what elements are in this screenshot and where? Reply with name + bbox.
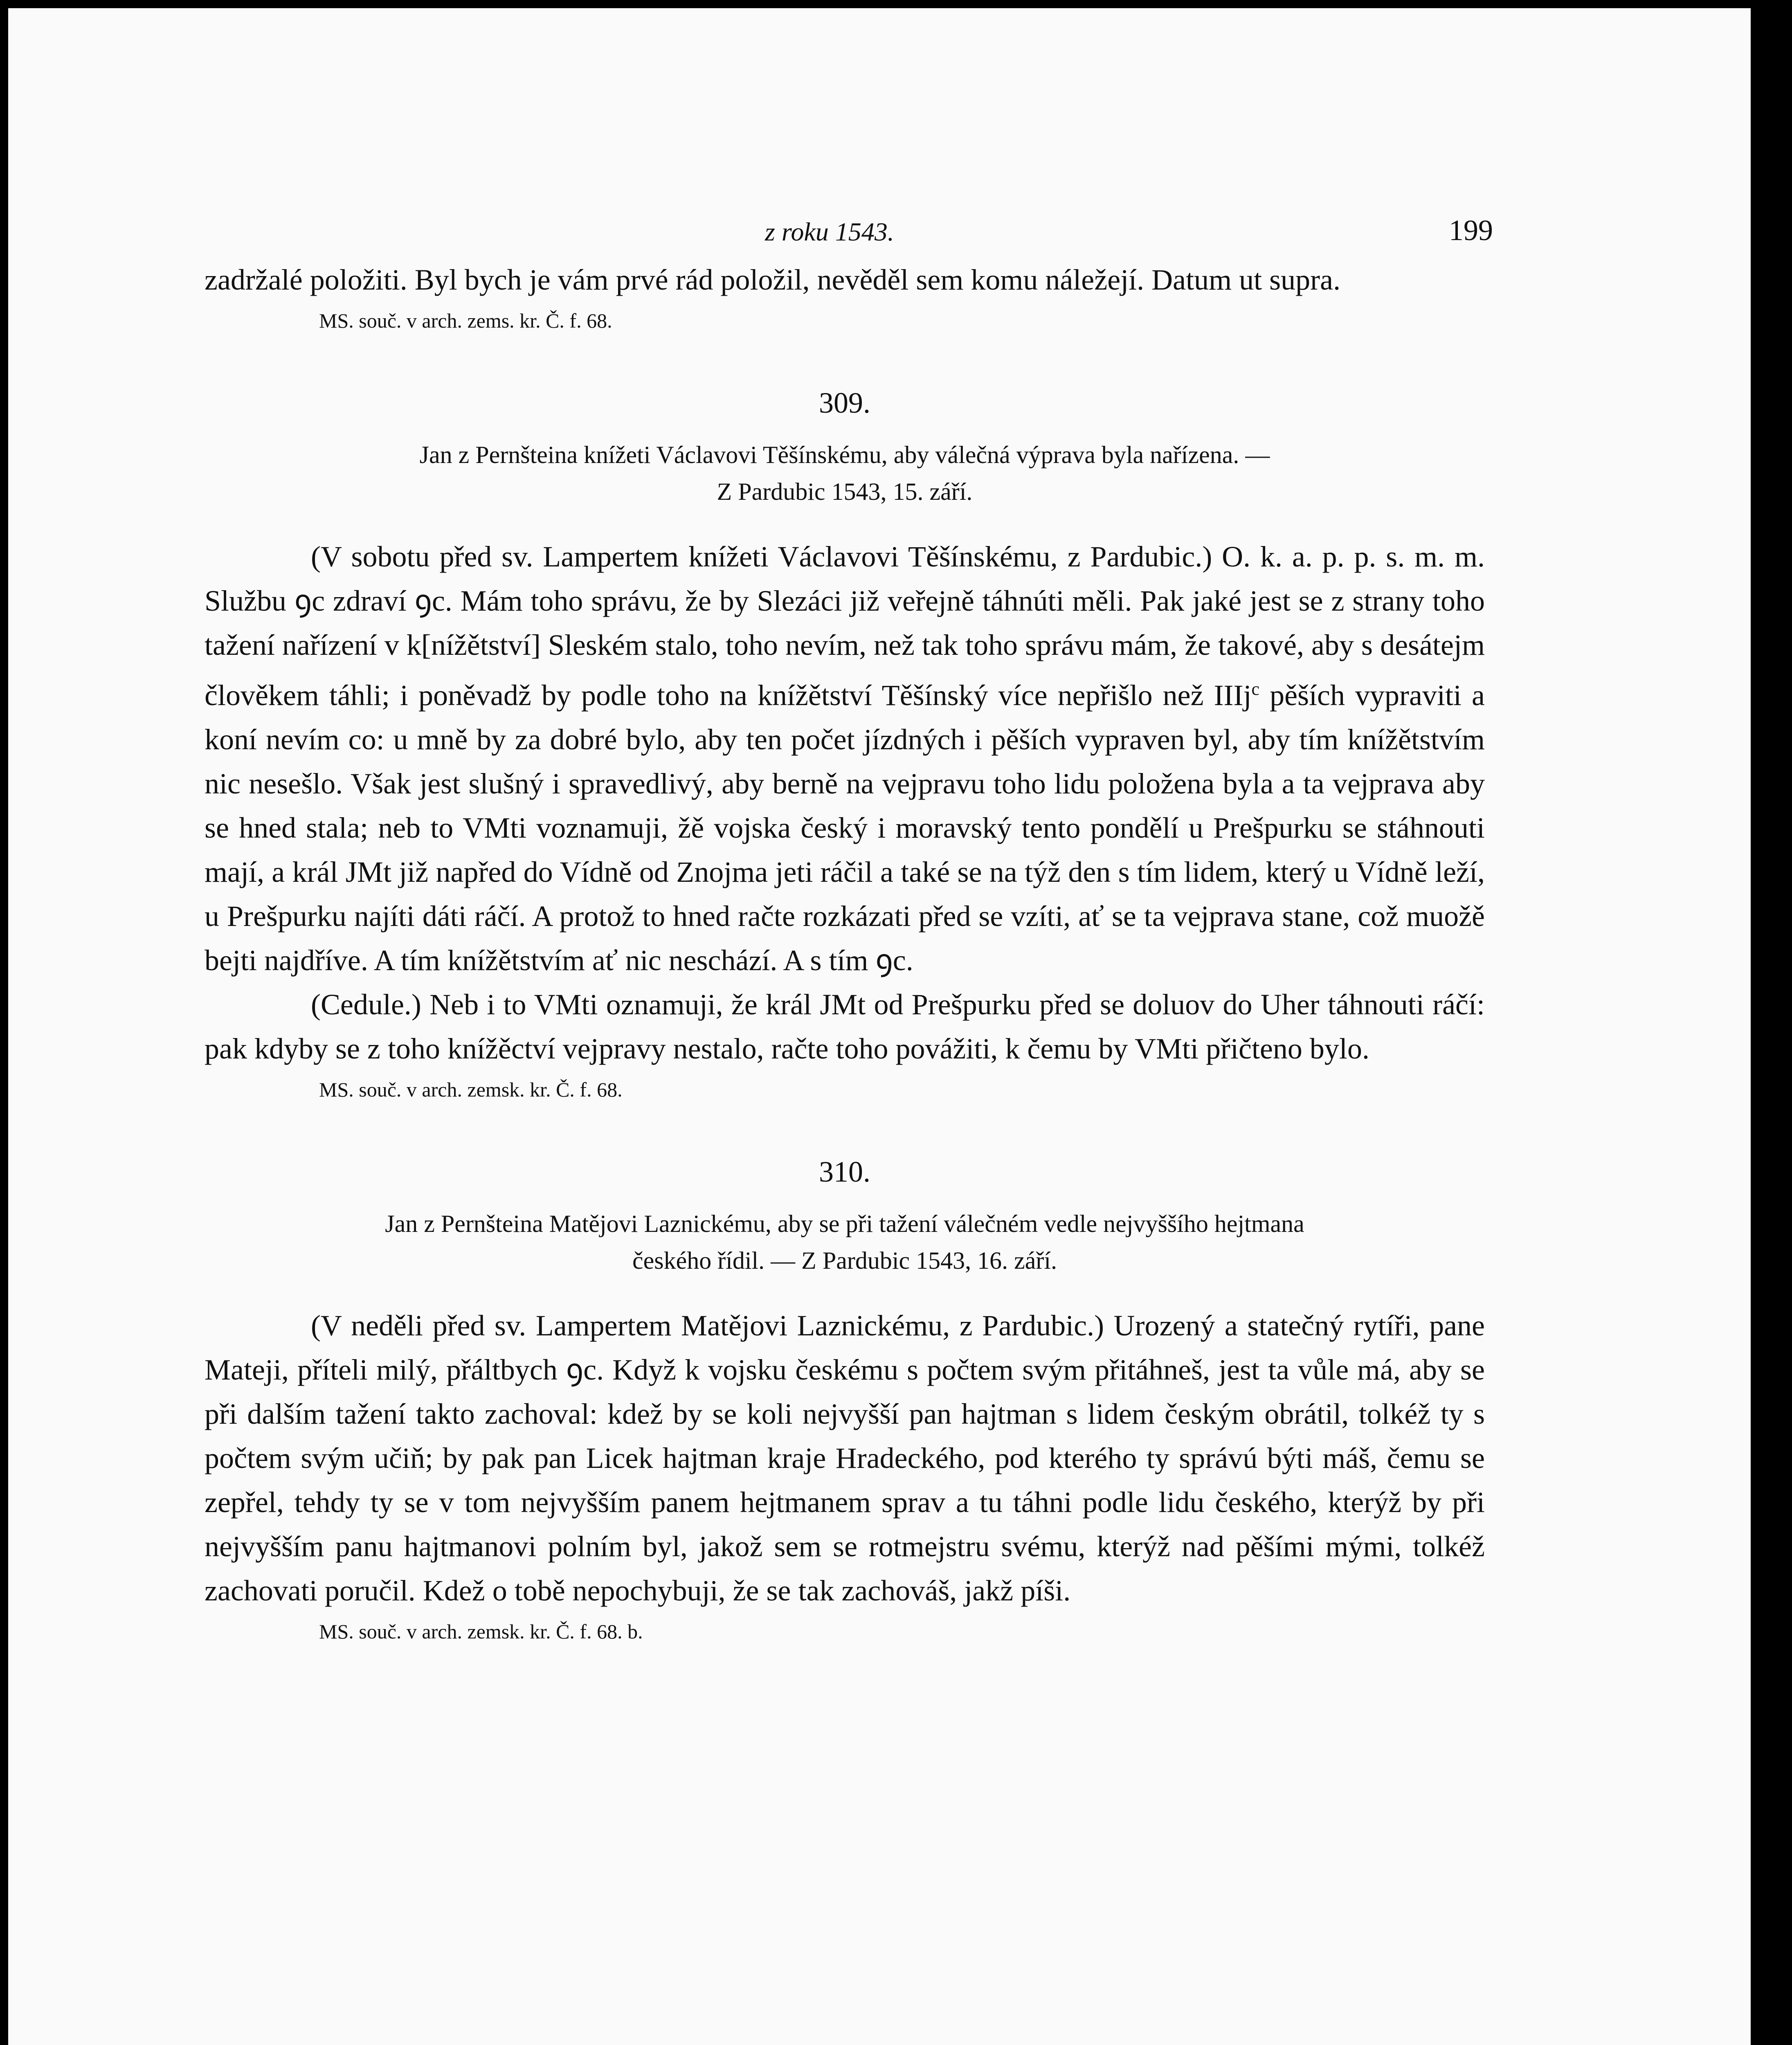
letter-place-date-310: českého řídil. — Z Pardubic 1543, 16. září. (632, 1247, 1057, 1274)
document-page (8, 8, 1751, 2045)
letter-309-postscript: (Cedule.) Neb i to VMti oznamuji, že král JMt od Prešpurku před se doluov do Uher táhnouti ráčí: pak kdyby se z toho knížěctví vejpravy nestalo, račte toho povážiti, k čemu by VMti přičteno bylo. (205, 988, 1485, 1065)
letter-309-source-citation: MS. souč. v arch. zemsk. kr. Č. f. 68. (319, 1078, 623, 1101)
letter-309-paragraph-1 (205, 535, 1485, 982)
page-content (205, 204, 1493, 1648)
letter-heading-309 (205, 436, 1485, 510)
page-number: 199 (1449, 214, 1493, 247)
letter-summary-309: Jan z Pernšteina knížeti Václavovi Těšínskému, aby válečná výprava byla nařízena. — (419, 441, 1270, 468)
running-title: z roku 1543. (765, 217, 894, 246)
letter-309-paragraph-1-text: (V sobotu před sv. Lampertem knížeti Václavovi Těšínskému, z Pardubic.) O. k. a. p. p. s. m. m. Službu ꝯc zdraví ꝯc. Mám toho správu, že by Slezáci již veřejně táhnúti měli. Pak jaké jest se z strany toho tažení nařízení v k[nížětství] Sleském stalo, toho nevím, než tak toho správu mám, že takové, aby s desátejm člověkem táhli; i poněvadž by podle toho na knížětství Těšínský více nepřišlo než IIIj (205, 540, 1485, 712)
letter-number-310: 310. (819, 1155, 870, 1188)
page-header (205, 204, 1493, 258)
intro-source-citation: MS. souč. v arch. zems. kr. Č. f. 68. (319, 309, 612, 332)
letter-309-paragraph-1-cont: pěších vypraviti a koní nevím co: u mně by za dobré bylo, aby ten počet jízdných i pěších vypraven byl, aby tím knížětstvím nic nesešlo. Však jest slušný i spravedlivý, aby berně na vejpravu toho lidu položena byla a ta vejprava aby se hned stala; neb to VMti voznamuji, žě vojska český i moravský tento pondělí u Prešpurku se stáhnouti mají, a král JMt již napřed do Vídně od Znojma jeti ráčil a také se na týž den s tím lidem, který u Vídně leží, u Prešpurku najíti dáti ráčí. A protož to hned račte rozkázati před se vzíti, ať se ta vejprava stane, což muožě bejti najdříve. A tím knížětstvím ať nic neschází. A s tím ꝯc. (205, 679, 1485, 977)
letter-310-paragraph-1: (V neděli před sv. Lampertem Matějovi Laznickému, z Pardubic.) Urozený a statečný rytíři, pane Mateji, příteli milý, přáltbych ꝯc. Když k vojsku českému s počtem svým přitáhneš, jest ta vůle má, aby se při dalším tažení takto zachoval: kdež by se koli nejvyšší pan hajtman s lidem českým obrátil, tolkéž ty s počtem svým učiň; by pak pan Licek hajtman kraje Hradeckého, pod kterého ty správú býti máš, čemu se zepřel, tehdy ty se v tom nejvyšším panem hejtmanem sprav a tu táhni podle lidu českého, kterýž by při nejvyšším panu hajtmanovi polním byl, jakož sem se rotmejstru svému, kterýž nad pěšími mými, tolkéž zachovati poručil. Kdež o tobě nepochybuji, že se tak zachováš, jakž píši. (205, 1309, 1485, 1607)
letter-number-309: 309. (819, 387, 870, 419)
letter-heading-310 (205, 1205, 1485, 1279)
letter-310-source-citation: MS. souč. v arch. zemsk. kr. Č. f. 68. b. (319, 1620, 643, 1643)
superscript-c: c (1251, 679, 1260, 699)
intro-paragraph: zadržalé položiti. Byl bych je vám prvé rád položil, nevěděl sem komu náležejí. Datum ut supra. (205, 263, 1341, 296)
letter-summary-310: Jan z Pernšteina Matějovi Laznickému, aby se při tažení válečném vedle nejvyššího hejtmana (385, 1210, 1304, 1237)
letter-place-date-309: Z Pardubic 1543, 15. září. (717, 478, 973, 505)
